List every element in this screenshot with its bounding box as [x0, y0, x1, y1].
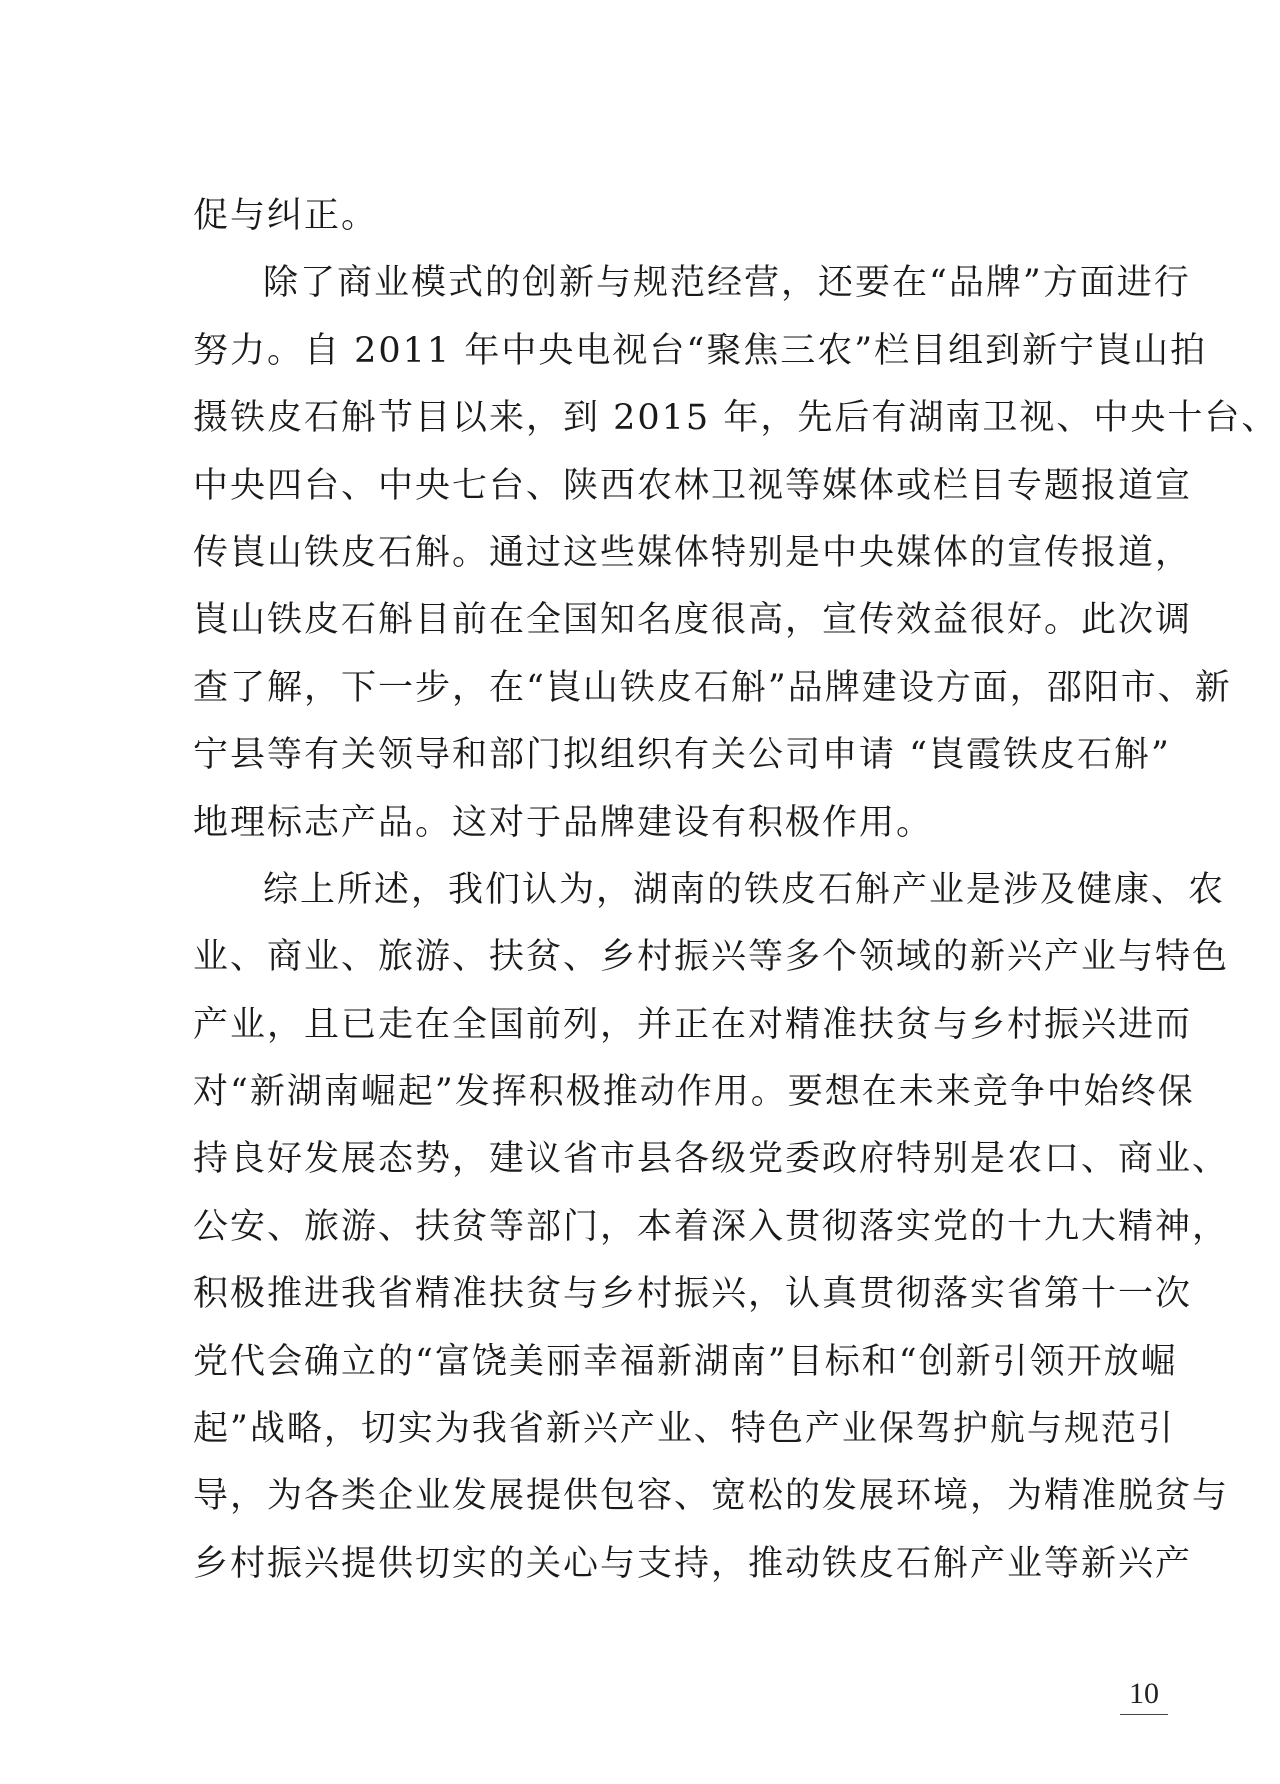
text-line: 传崀山铁皮石斛。通过这些媒体特别是中央媒体的宣传报道，: [193, 532, 1193, 573]
text-line: 崀山铁皮石斛目前在全国知名度很高，宣传效益很好。此次调: [193, 600, 1193, 641]
text-line: 查了解，下一步，在“崀山铁皮石斛”品牌建设方面，邵阳市、新: [193, 667, 1232, 708]
text-line: 公安、旅游、扶贫等部门，本着深入贯彻落实党的十九大精神，: [193, 1206, 1230, 1247]
text-line: 产业，且已走在全国前列，并正在对精准扶贫与乡村振兴进而: [193, 1004, 1193, 1045]
text-line: 业、商业、旅游、扶贫、乡村振兴等多个领域的新兴产业与特色: [193, 937, 1230, 978]
text-line: 地理标志产品。这对于品牌建设有积极作用。: [193, 802, 934, 843]
text-line: 中央四台、中央七台、陕西农林卫视等媒体或栏目专题报道宣: [193, 465, 1193, 506]
text-line: 导，为各类企业发展提供包容、宽松的发展环境，为精准脱贫与: [193, 1476, 1230, 1517]
body-text: [193, 183, 1279, 1598]
paragraph-start-line: 综上所述，我们认为，湖南的铁皮石斛产业是涉及健康、农: [263, 869, 1226, 910]
text-line: 党代会确立的“富饶美丽幸福新湖南”目标和“创新引领开放崛: [193, 1341, 1178, 1382]
text-line: 促与纠正。: [193, 196, 379, 236]
text-line: 宁县等有关领导和部门拟组织有关公司申请 “崀霞铁皮石斛”: [193, 735, 1171, 776]
text-line: 积极推进我省精准扶贫与乡村振兴，认真贯彻落实省第十一次: [193, 1274, 1193, 1315]
text-line: 起”战略，切实为我省新兴产业、特色产业保驾护航与规范引: [193, 1409, 1175, 1450]
text-line: 持良好发展态势，建议省市县各级党委政府特别是农口、商业、: [193, 1139, 1230, 1180]
text-line: 对“新湖南崛起”发挥积极推动作用。要想在未来竞争中始终保: [193, 1072, 1195, 1113]
page-number: 10: [1120, 1676, 1168, 1715]
text-line: 乡村振兴提供切实的关心与支持，推动铁皮石斛产业等新兴产: [193, 1543, 1193, 1584]
paragraph-start-line: 除了商业模式的创新与规范经营，还要在“品牌”方面进行: [263, 263, 1191, 304]
text-line: 摄铁皮石斛节目以来，到 2015 年，先后有湖南卫视、中央十台、: [193, 398, 1279, 439]
text-line: 努力。自 2011 年中央电视台“聚焦三农”栏目组到新宁崀山拍: [193, 330, 1208, 371]
